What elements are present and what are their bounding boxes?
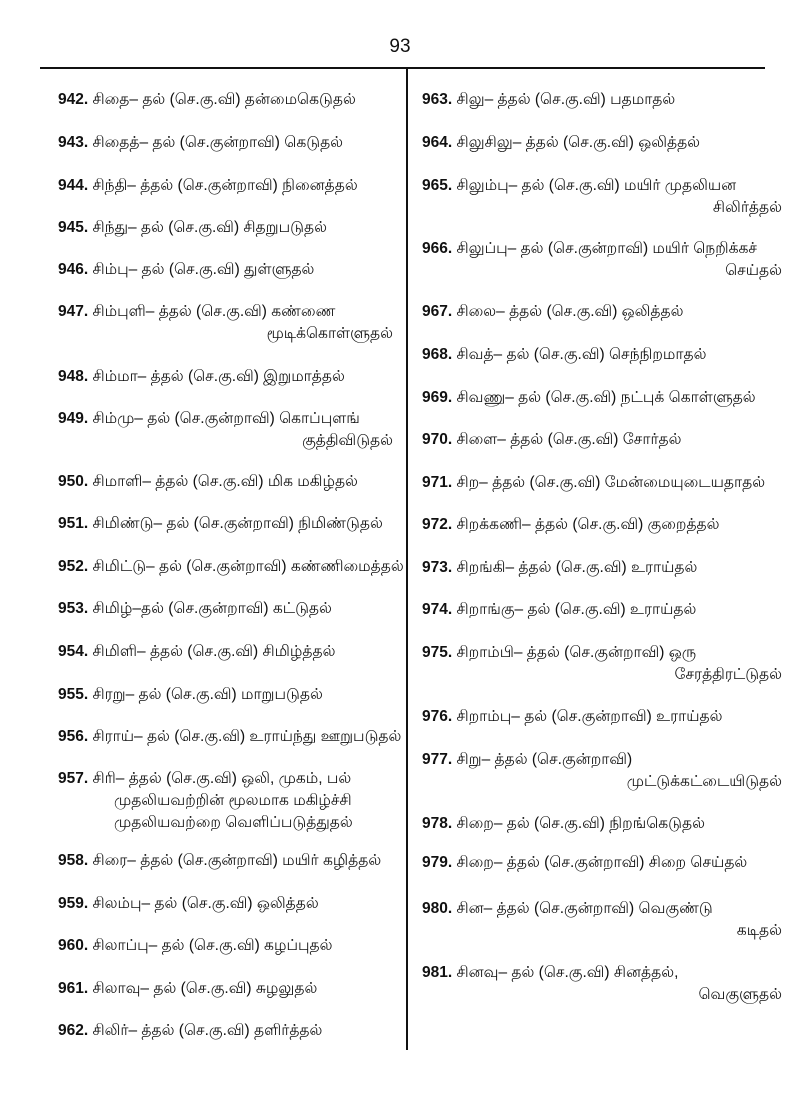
entry-text: சிமிழ்–தல் (செ.குன்றாவி) கட்டுதல்	[92, 600, 332, 617]
entry-number: 950.	[58, 473, 89, 490]
entry-963	[422, 89, 792, 111]
entry-965	[422, 175, 792, 219]
entry-number: 980.	[422, 900, 453, 917]
entry-text: சிலு– த்தல் (செ.கு.வி) பதமாதல்	[456, 91, 676, 108]
entry-continuation: முட்டுக்கட்டையிடுதல்	[626, 773, 782, 790]
entry-text: சிலாவு– தல் (செ.கு.வி) சுழலுதல்	[92, 980, 318, 997]
entry-972	[422, 514, 792, 536]
entry-number: 969.	[422, 389, 453, 406]
entry-974	[422, 599, 792, 621]
entry-text: சிறங்கி– த்தல் (செ.கு.வி) உராய்தல்	[456, 559, 698, 576]
entry-number: 953.	[58, 600, 89, 617]
entry-number: 962.	[58, 1022, 89, 1039]
entry-number: 954.	[58, 643, 89, 660]
entry-number: 976.	[422, 708, 453, 725]
entry-text: சிளை– த்தல் (செ.கு.வி) சோர்தல்	[456, 431, 682, 448]
entry-number: 977.	[422, 751, 453, 768]
entry-946	[58, 259, 403, 281]
entry-number: 973.	[422, 559, 453, 576]
entry-number: 951.	[58, 515, 89, 532]
entry-text: சிலும்பு– தல் (செ.கு.வி) மயிர் முதலியன	[456, 177, 737, 194]
entry-text: சிரறு– தல் (செ.கு.வி) மாறுபடுதல்	[92, 686, 323, 703]
entry-text: சிறை– தல் (செ.கு.வி) நிறங்கெடுதல்	[456, 815, 705, 832]
entry-continuation: சிலிர்த்தல்	[712, 199, 782, 216]
entry-text: சிரி– த்தல் (செ.கு.வி) ஒலி, முகம், பல்	[92, 770, 352, 787]
column-divider	[406, 68, 408, 1050]
entry-975	[422, 642, 792, 686]
entry-976	[422, 706, 792, 728]
entry-number: 972.	[422, 516, 453, 533]
entry-number: 947.	[58, 303, 89, 320]
entry-text: சிலம்பு– தல் (செ.கு.வி) ஒலித்தல்	[92, 895, 319, 912]
entry-number: 957.	[58, 770, 89, 787]
entry-number: 966.	[422, 240, 453, 257]
entry-continuation: மூடிக்கொள்ளுதல்	[266, 325, 393, 342]
entry-text: சிரை– த்தல் (செ.குன்றாவி) மயிர் கழித்தல்	[92, 852, 382, 869]
entry-text: சிம்மா– த்தல் (செ.கு.வி) இறுமாத்தல்	[92, 368, 345, 385]
entry-continuation: சேரத்திரட்டுதல்	[674, 666, 782, 683]
entry-text: சிலுசிலு– த்தல் (செ.கு.வி) ஒலித்தல்	[456, 134, 701, 151]
entry-978	[422, 813, 792, 835]
entry-text: சிறக்கணி– த்தல் (செ.கு.வி) குறைத்தல்	[456, 516, 720, 533]
entry-956	[58, 726, 403, 748]
entry-966	[422, 238, 792, 282]
entry-950	[58, 471, 403, 493]
entry-953	[58, 598, 403, 620]
entry-text: சிமாளி– த்தல் (செ.கு.வி) மிக மகிழ்தல்	[92, 473, 358, 490]
entry-949	[58, 408, 403, 452]
entry-948	[58, 366, 403, 388]
entry-960	[58, 935, 403, 957]
entry-number: 959.	[58, 895, 89, 912]
entry-text: சிலிர்– த்தல் (செ.கு.வி) தளிர்த்தல்	[92, 1022, 323, 1039]
entry-continuation: செய்தல்	[725, 262, 782, 279]
entry-947	[58, 301, 403, 345]
entry-961	[58, 978, 403, 1000]
entry-959	[58, 893, 403, 915]
entry-number: 960.	[58, 937, 89, 954]
entry-number: 968.	[422, 346, 453, 363]
entry-text: சிம்மு– தல் (செ.குன்றாவி) கொப்புளங்	[92, 410, 360, 427]
entry-number: 967.	[422, 303, 453, 320]
entry-957	[58, 768, 403, 834]
entry-number: 970.	[422, 431, 453, 448]
entry-continuation: முதலியவற்றின் மூலமாக மகிழ்ச்சி	[114, 792, 352, 809]
entry-number: 948.	[58, 368, 89, 385]
entry-text: சிலை– த்தல் (செ.கு.வி) ஒலித்தல்	[456, 303, 684, 320]
entry-text: சிமிண்டு– தல் (செ.குன்றாவி) நிமிண்டுதல்	[92, 515, 383, 532]
header-rule	[40, 67, 765, 69]
entry-text: சிறை– த்தல் (செ.குன்றாவி) சிறை செய்தல்	[456, 854, 748, 871]
entry-continuation: குத்திவிடுதல்	[302, 432, 393, 449]
entry-980	[422, 898, 792, 942]
entry-951	[58, 513, 403, 535]
entry-969	[422, 387, 792, 409]
entry-text: சிறாம்பி– த்தல் (செ.குன்றாவி) ஒரு	[456, 644, 697, 661]
entry-973	[422, 557, 792, 579]
entry-text: சிற– த்தல் (செ.கு.வி) மேன்மையுடையதாதல்	[456, 474, 766, 491]
entry-number: 942.	[58, 91, 89, 108]
entry-text: சிராய்– தல் (செ.கு.வி) உராய்ந்து ஊறுபடுதல்	[92, 728, 402, 745]
entry-958	[58, 850, 403, 872]
entry-text: சிறாம்பு– தல் (செ.குன்றாவி) உராய்தல்	[456, 708, 723, 725]
entry-970	[422, 429, 792, 451]
entry-text: சிலுப்பு– தல் (செ.குன்றாவி) மயிர் நெறிக்கச்	[456, 240, 757, 257]
entry-number: 964.	[422, 134, 453, 151]
entry-number: 979.	[422, 854, 453, 871]
entry-number: 958.	[58, 852, 89, 869]
entry-text: சிறாங்கு– தல் (செ.கு.வி) உராய்தல்	[456, 601, 697, 618]
entry-number: 965.	[422, 177, 453, 194]
entry-number: 956.	[58, 728, 89, 745]
entry-962	[58, 1020, 403, 1042]
entry-text: சிந்து– தல் (செ.கு.வி) சிதறுபடுதல்	[92, 219, 327, 236]
entry-text: சினவு– தல் (செ.கு.வி) சினத்தல்,	[456, 964, 679, 981]
entry-number: 946.	[58, 261, 89, 278]
entry-number: 971.	[422, 474, 453, 491]
entry-945	[58, 217, 403, 239]
entry-number: 952.	[58, 558, 89, 575]
entry-number: 975.	[422, 644, 453, 661]
entry-text: சிம்பு– தல் (செ.கு.வி) துள்ளுதல்	[92, 261, 315, 278]
entry-number: 943.	[58, 134, 89, 151]
entry-944	[58, 175, 403, 197]
entry-text: சிந்தி– த்தல் (செ.குன்றாவி) நினைத்தல்	[92, 177, 358, 194]
entry-text: சிவத்– தல் (செ.கு.வி) செந்நிறமாதல்	[456, 346, 707, 363]
entry-number: 961.	[58, 980, 89, 997]
page-number: 93	[389, 36, 411, 57]
entry-979	[422, 852, 792, 874]
entry-number: 945.	[58, 219, 89, 236]
entry-text: சிவணு– தல் (செ.கு.வி) நட்புக் கொள்ளுதல்	[456, 389, 756, 406]
entry-number: 981.	[422, 964, 453, 981]
entry-text: சிதை– தல் (செ.கு.வி) தன்மைகெடுதல்	[92, 91, 356, 108]
entry-continuation: கடிதல்	[736, 922, 782, 939]
entry-971	[422, 472, 792, 494]
entry-955	[58, 684, 403, 706]
entry-continuation: வெகுளுதல்	[698, 986, 782, 1003]
entry-text: சிலாப்பு– தல் (செ.கு.வி) கழப்புதல்	[92, 937, 333, 954]
entry-text: சிறு– த்தல் (செ.குன்றாவி)	[456, 751, 633, 768]
entry-number: 949.	[58, 410, 89, 427]
entry-964	[422, 132, 792, 154]
entry-942	[58, 89, 403, 111]
entry-952	[58, 556, 403, 578]
entry-text: சிமிளி– த்தல் (செ.கு.வி) சிமிழ்த்தல்	[92, 643, 336, 660]
entry-943	[58, 132, 403, 154]
entry-954	[58, 641, 403, 663]
entry-number: 944.	[58, 177, 89, 194]
entry-text: சிம்புளி– த்தல் (செ.கு.வி) கண்ணை	[92, 303, 336, 320]
entry-977	[422, 749, 792, 793]
entry-981	[422, 962, 792, 1006]
entry-968	[422, 344, 792, 366]
entry-967	[422, 301, 792, 323]
entry-continuation: முதலியவற்றை வெளிப்படுத்துதல்	[114, 814, 353, 831]
entry-number: 963.	[422, 91, 453, 108]
entry-number: 974.	[422, 601, 453, 618]
entry-text: சிமிட்டு– தல் (செ.குன்றாவி) கண்ணிமைத்தல்	[92, 558, 404, 575]
entry-number: 978.	[422, 815, 453, 832]
entry-text: சின– த்தல் (செ.குன்றாவி) வெகுண்டு	[456, 900, 713, 917]
entry-number: 955.	[58, 686, 89, 703]
entry-text: சிதைத்– தல் (செ.குன்றாவி) கெடுதல்	[92, 134, 344, 151]
